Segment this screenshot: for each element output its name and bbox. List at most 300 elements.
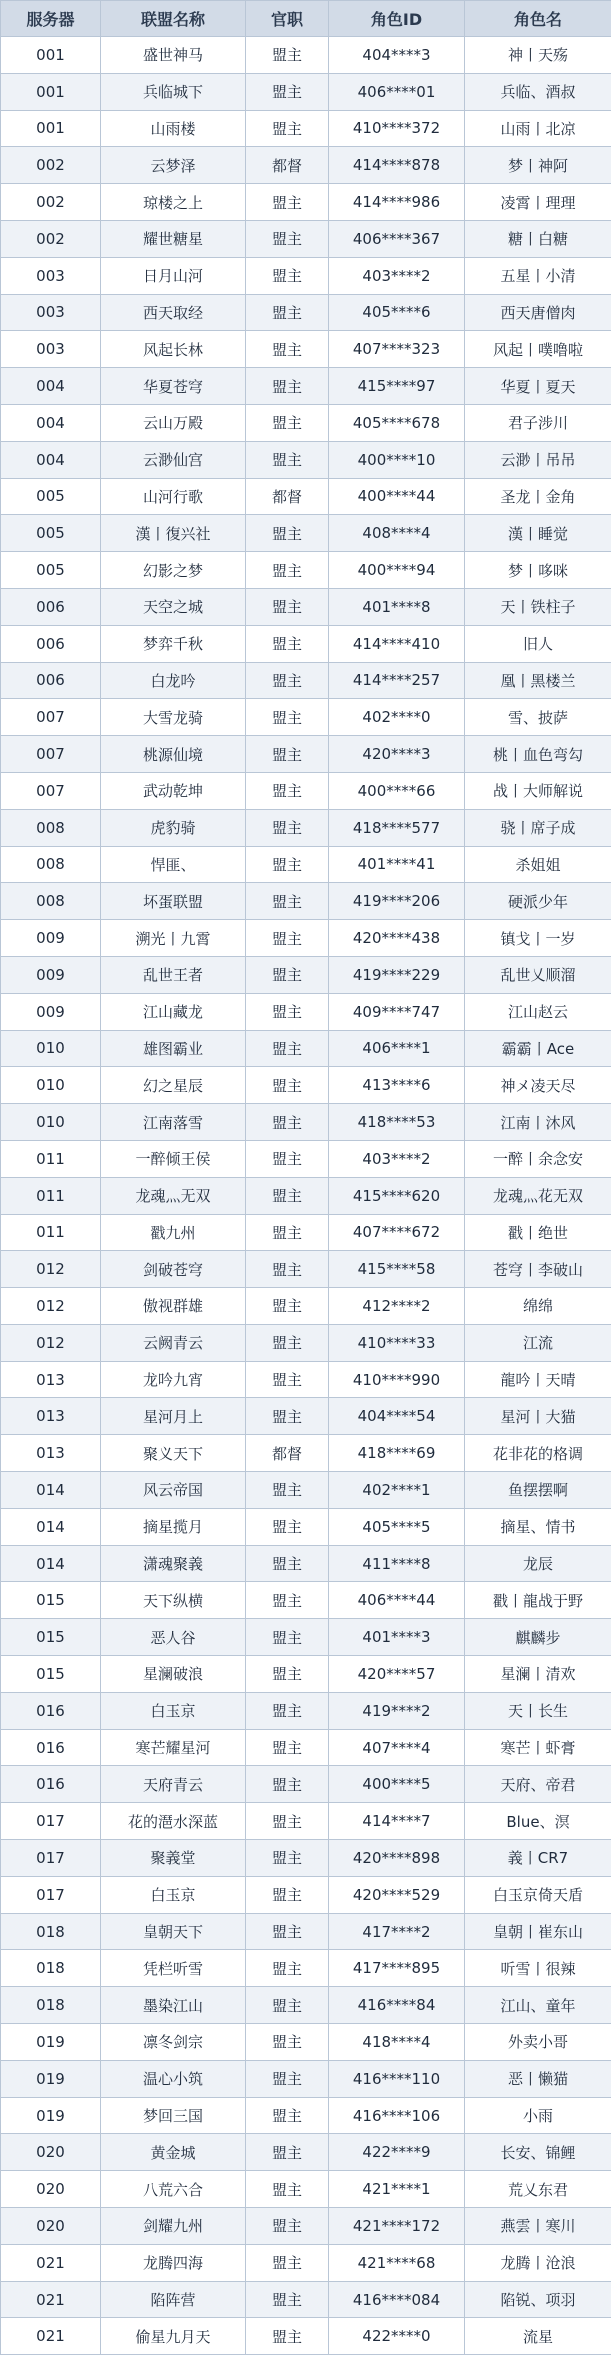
cell-role-id: 406****01 [329, 73, 465, 110]
cell-alliance-name: 白玉京 [101, 1692, 246, 1729]
cell-server: 019 [1, 2060, 101, 2097]
cell-rank: 盟主 [246, 1030, 329, 1067]
cell-role-id: 401****3 [329, 1619, 465, 1656]
cell-role-id: 402****1 [329, 1472, 465, 1509]
table-row [1, 331, 611, 368]
cell-rank: 盟主 [246, 368, 329, 405]
cell-server: 004 [1, 404, 101, 441]
cell-server: 012 [1, 1251, 101, 1288]
cell-alliance-name: 幻影之梦 [101, 552, 246, 589]
table-row [1, 404, 611, 441]
table-row [1, 220, 611, 257]
table-row [1, 294, 611, 331]
table-row [1, 1766, 611, 1803]
cell-role-name: 山雨丨北凉 [465, 110, 611, 147]
cell-rank: 盟主 [246, 1214, 329, 1251]
cell-role-id: 414****986 [329, 184, 465, 221]
cell-rank: 盟主 [246, 404, 329, 441]
cell-server: 004 [1, 368, 101, 405]
table-row [1, 441, 611, 478]
cell-role-name: 天丨铁柱子 [465, 588, 611, 625]
header-role-name: 角色名 [465, 1, 611, 37]
table-row [1, 809, 611, 846]
cell-server: 013 [1, 1435, 101, 1472]
cell-alliance-name: 恶人谷 [101, 1619, 246, 1656]
table-row [1, 1987, 611, 2024]
cell-alliance-name: 一醉倾王侯 [101, 1140, 246, 1177]
cell-role-name: 江山赵云 [465, 993, 611, 1030]
table-row [1, 2244, 611, 2281]
cell-rank: 盟主 [246, 2097, 329, 2134]
cell-role-id: 401****41 [329, 846, 465, 883]
cell-rank: 盟主 [246, 2171, 329, 2208]
cell-server: 015 [1, 1619, 101, 1656]
cell-rank: 盟主 [246, 257, 329, 294]
cell-role-id: 420****898 [329, 1840, 465, 1877]
cell-role-id: 415****97 [329, 368, 465, 405]
cell-rank: 盟主 [246, 736, 329, 773]
table-row [1, 2134, 611, 2171]
cell-rank: 盟主 [246, 1876, 329, 1913]
cell-server: 016 [1, 1729, 101, 1766]
cell-role-name: 华夏丨夏天 [465, 368, 611, 405]
cell-server: 019 [1, 2097, 101, 2134]
table-row [1, 1656, 611, 1693]
cell-alliance-name: 梦弈千秋 [101, 625, 246, 662]
table-row [1, 588, 611, 625]
cell-server: 011 [1, 1177, 101, 1214]
cell-server: 013 [1, 1398, 101, 1435]
table-row [1, 37, 611, 74]
cell-server: 008 [1, 883, 101, 920]
table-row [1, 1177, 611, 1214]
cell-role-id: 418****4 [329, 2024, 465, 2061]
cell-alliance-name: 乱世王者 [101, 956, 246, 993]
cell-rank: 盟主 [246, 2134, 329, 2171]
cell-rank: 盟主 [246, 1619, 329, 1656]
cell-alliance-name: 白玉京 [101, 1876, 246, 1913]
cell-role-name: 鱼摆摆啊 [465, 1472, 611, 1509]
cell-role-id: 404****3 [329, 37, 465, 74]
cell-server: 009 [1, 993, 101, 1030]
cell-rank: 盟主 [246, 772, 329, 809]
table-row [1, 1398, 611, 1435]
cell-alliance-name: 华夏苍穹 [101, 368, 246, 405]
cell-role-id: 406****367 [329, 220, 465, 257]
cell-rank: 盟主 [246, 1472, 329, 1509]
cell-rank: 盟主 [246, 2208, 329, 2245]
cell-alliance-name: 风起长林 [101, 331, 246, 368]
cell-server: 021 [1, 2318, 101, 2355]
cell-alliance-name: 傲视群雄 [101, 1288, 246, 1325]
table-row [1, 368, 611, 405]
cell-role-id: 418****69 [329, 1435, 465, 1472]
table-row [1, 2318, 611, 2355]
cell-rank: 盟主 [246, 441, 329, 478]
cell-alliance-name: 大雪龙骑 [101, 699, 246, 736]
cell-server: 018 [1, 1987, 101, 2024]
cell-role-id: 408****4 [329, 515, 465, 552]
cell-role-name: 云渺丨吊吊 [465, 441, 611, 478]
table-row [1, 1435, 611, 1472]
cell-alliance-name: 天府青云 [101, 1766, 246, 1803]
cell-rank: 盟主 [246, 1840, 329, 1877]
cell-server: 010 [1, 1104, 101, 1141]
cell-role-id: 414****410 [329, 625, 465, 662]
cell-role-id: 402****0 [329, 699, 465, 736]
cell-server: 013 [1, 1361, 101, 1398]
cell-role-name: 骁丨席子成 [465, 809, 611, 846]
cell-server: 002 [1, 147, 101, 184]
table-row [1, 73, 611, 110]
cell-role-name: 神メ凌天尽 [465, 1067, 611, 1104]
cell-alliance-name: 天空之城 [101, 588, 246, 625]
cell-server: 006 [1, 625, 101, 662]
table-row [1, 257, 611, 294]
cell-server: 020 [1, 2171, 101, 2208]
cell-alliance-name: 虎豹骑 [101, 809, 246, 846]
cell-role-name: 天府、帝君 [465, 1766, 611, 1803]
cell-role-id: 403****2 [329, 257, 465, 294]
cell-role-id: 400****44 [329, 478, 465, 515]
cell-role-name: 西天唐僧肉 [465, 294, 611, 331]
cell-rank: 盟主 [246, 515, 329, 552]
table-row [1, 110, 611, 147]
cell-alliance-name: 漢丨復兴社 [101, 515, 246, 552]
cell-rank: 盟主 [246, 1251, 329, 1288]
cell-alliance-name: 梦回三国 [101, 2097, 246, 2134]
cell-role-id: 405****6 [329, 294, 465, 331]
cell-rank: 盟主 [246, 2318, 329, 2355]
cell-role-name: 杀姐姐 [465, 846, 611, 883]
cell-server: 017 [1, 1803, 101, 1840]
cell-rank: 盟主 [246, 846, 329, 883]
cell-role-name: 乱世乂顺溜 [465, 956, 611, 993]
table-row [1, 515, 611, 552]
cell-role-id: 422****0 [329, 2318, 465, 2355]
cell-alliance-name: 兵临城下 [101, 73, 246, 110]
table-row [1, 1508, 611, 1545]
cell-alliance-name: 山河行歌 [101, 478, 246, 515]
cell-role-id: 403****2 [329, 1140, 465, 1177]
cell-role-id: 406****1 [329, 1030, 465, 1067]
cell-role-name: 五星丨小清 [465, 257, 611, 294]
cell-server: 012 [1, 1288, 101, 1325]
cell-alliance-name: 皇朝天下 [101, 1913, 246, 1950]
cell-role-name: 桃丨血色弯勾 [465, 736, 611, 773]
cell-role-name: 绵绵 [465, 1288, 611, 1325]
cell-server: 002 [1, 220, 101, 257]
cell-role-name: 镇戈丨一岁 [465, 920, 611, 957]
cell-alliance-name: 溯光丨九霄 [101, 920, 246, 957]
table-row [1, 147, 611, 184]
table-row [1, 184, 611, 221]
cell-role-name: 摘星、情书 [465, 1508, 611, 1545]
cell-role-name: 兵临、酒叔 [465, 73, 611, 110]
cell-role-name: 听雪丨很辣 [465, 1950, 611, 1987]
table-row [1, 846, 611, 883]
cell-role-id: 406****44 [329, 1582, 465, 1619]
cell-rank: 盟主 [246, 1324, 329, 1361]
cell-rank: 盟主 [246, 2060, 329, 2097]
cell-rank: 盟主 [246, 37, 329, 74]
cell-role-name: 糖丨白糖 [465, 220, 611, 257]
cell-alliance-name: 白龙吟 [101, 662, 246, 699]
cell-server: 016 [1, 1692, 101, 1729]
cell-role-name: 義丨CR7 [465, 1840, 611, 1877]
cell-role-name: 白玉京倚天盾 [465, 1876, 611, 1913]
cell-role-id: 422****9 [329, 2134, 465, 2171]
table-row [1, 1950, 611, 1987]
cell-rank: 盟主 [246, 883, 329, 920]
cell-role-id: 410****33 [329, 1324, 465, 1361]
table-row [1, 552, 611, 589]
cell-role-id: 404****54 [329, 1398, 465, 1435]
cell-role-name: 燕雲丨寒川 [465, 2208, 611, 2245]
cell-role-id: 420****529 [329, 1876, 465, 1913]
cell-role-name: 梦丨神阿 [465, 147, 611, 184]
cell-role-id: 405****5 [329, 1508, 465, 1545]
cell-alliance-name: 悍匪、 [101, 846, 246, 883]
cell-server: 021 [1, 2281, 101, 2318]
cell-role-name: 寒芒丨虾膏 [465, 1729, 611, 1766]
cell-alliance-name: 八荒六合 [101, 2171, 246, 2208]
cell-alliance-name: 江山藏龙 [101, 993, 246, 1030]
header-server: 服务器 [1, 1, 101, 37]
cell-role-id: 419****2 [329, 1692, 465, 1729]
table-row [1, 1214, 611, 1251]
cell-rank: 盟主 [246, 956, 329, 993]
cell-alliance-name: 龙吟九宵 [101, 1361, 246, 1398]
cell-role-id: 413****6 [329, 1067, 465, 1104]
table-row [1, 1803, 611, 1840]
cell-server: 020 [1, 2134, 101, 2171]
cell-rank: 盟主 [246, 220, 329, 257]
cell-role-name: 梦丨哆咪 [465, 552, 611, 589]
cell-rank: 盟主 [246, 1545, 329, 1582]
cell-role-id: 405****678 [329, 404, 465, 441]
cell-rank: 盟主 [246, 1067, 329, 1104]
cell-alliance-name: 雄图霸业 [101, 1030, 246, 1067]
header-alliance-name: 联盟名称 [101, 1, 246, 37]
cell-rank: 盟主 [246, 1288, 329, 1325]
cell-rank: 盟主 [246, 2281, 329, 2318]
cell-role-id: 414****878 [329, 147, 465, 184]
cell-role-id: 407****672 [329, 1214, 465, 1251]
cell-alliance-name: 盛世神马 [101, 37, 246, 74]
table-body [1, 37, 611, 2355]
cell-role-id: 418****53 [329, 1104, 465, 1141]
cell-rank: 都督 [246, 147, 329, 184]
table-header [1, 1, 611, 37]
cell-server: 005 [1, 478, 101, 515]
table-row [1, 1692, 611, 1729]
cell-role-name: 龙腾丨沧浪 [465, 2244, 611, 2281]
cell-server: 007 [1, 772, 101, 809]
cell-server: 015 [1, 1656, 101, 1693]
table-row [1, 1104, 611, 1141]
cell-rank: 盟主 [246, 1803, 329, 1840]
cell-role-name: 长安、锦鲤 [465, 2134, 611, 2171]
cell-role-id: 421****172 [329, 2208, 465, 2245]
cell-role-name: 花非花的格调 [465, 1435, 611, 1472]
cell-role-name: 星澜丨清欢 [465, 1656, 611, 1693]
cell-server: 014 [1, 1472, 101, 1509]
cell-rank: 盟主 [246, 294, 329, 331]
cell-alliance-name: 戳九州 [101, 1214, 246, 1251]
cell-server: 021 [1, 2244, 101, 2281]
cell-server: 003 [1, 294, 101, 331]
cell-alliance-name: 风云帝国 [101, 1472, 246, 1509]
cell-role-name: 一醉丨余念安 [465, 1140, 611, 1177]
table-row [1, 1472, 611, 1509]
cell-role-id: 421****1 [329, 2171, 465, 2208]
cell-role-id: 407****4 [329, 1729, 465, 1766]
cell-alliance-name: 墨染江山 [101, 1987, 246, 2024]
cell-rank: 盟主 [246, 809, 329, 846]
cell-role-name: 凌霄丨理理 [465, 184, 611, 221]
cell-server: 011 [1, 1214, 101, 1251]
table-row [1, 920, 611, 957]
cell-role-name: 旧人 [465, 625, 611, 662]
table-row [1, 1030, 611, 1067]
table-row [1, 1324, 611, 1361]
cell-role-name: 漢丨睡觉 [465, 515, 611, 552]
table-row [1, 1582, 611, 1619]
cell-rank: 盟主 [246, 920, 329, 957]
table-row [1, 699, 611, 736]
cell-role-id: 418****577 [329, 809, 465, 846]
cell-role-id: 420****3 [329, 736, 465, 773]
cell-role-id: 419****206 [329, 883, 465, 920]
cell-alliance-name: 聚义天下 [101, 1435, 246, 1472]
cell-alliance-name: 剑破苍穹 [101, 1251, 246, 1288]
cell-alliance-name: 云渺仙宫 [101, 441, 246, 478]
cell-role-id: 415****620 [329, 1177, 465, 1214]
table-row [1, 1545, 611, 1582]
cell-server: 007 [1, 699, 101, 736]
cell-rank: 盟主 [246, 1398, 329, 1435]
cell-rank: 盟主 [246, 1508, 329, 1545]
cell-rank: 盟主 [246, 2244, 329, 2281]
cell-role-id: 416****106 [329, 2097, 465, 2134]
cell-role-name: 小雨 [465, 2097, 611, 2134]
cell-server: 014 [1, 1545, 101, 1582]
cell-role-name: 恶丨懒猫 [465, 2060, 611, 2097]
cell-rank: 盟主 [246, 2024, 329, 2061]
table-row [1, 1619, 611, 1656]
cell-role-id: 411****8 [329, 1545, 465, 1582]
cell-role-id: 416****84 [329, 1987, 465, 2024]
cell-role-name: 江山、童年 [465, 1987, 611, 2024]
cell-server: 014 [1, 1508, 101, 1545]
cell-server: 016 [1, 1766, 101, 1803]
cell-rank: 盟主 [246, 1766, 329, 1803]
cell-role-id: 410****372 [329, 110, 465, 147]
cell-role-name: 雪、披萨 [465, 699, 611, 736]
cell-alliance-name: 凛冬剑宗 [101, 2024, 246, 2061]
cell-server: 008 [1, 846, 101, 883]
cell-role-name: 星河丨大猫 [465, 1398, 611, 1435]
table-row [1, 478, 611, 515]
cell-rank: 盟主 [246, 331, 329, 368]
cell-role-id: 407****323 [329, 331, 465, 368]
cell-rank: 盟主 [246, 552, 329, 589]
cell-alliance-name: 潇魂聚義 [101, 1545, 246, 1582]
cell-rank: 盟主 [246, 184, 329, 221]
cell-role-id: 415****58 [329, 1251, 465, 1288]
cell-server: 003 [1, 257, 101, 294]
cell-role-id: 400****10 [329, 441, 465, 478]
cell-rank: 都督 [246, 1435, 329, 1472]
cell-role-name: 戳丨龍战于野 [465, 1582, 611, 1619]
cell-alliance-name: 摘星揽月 [101, 1508, 246, 1545]
cell-role-id: 414****7 [329, 1803, 465, 1840]
cell-server: 005 [1, 515, 101, 552]
table-row [1, 1840, 611, 1877]
cell-role-name: 龙魂灬花无双 [465, 1177, 611, 1214]
cell-alliance-name: 桃源仙境 [101, 736, 246, 773]
table-row [1, 625, 611, 662]
cell-server: 003 [1, 331, 101, 368]
table-row [1, 1729, 611, 1766]
cell-role-name: 龙辰 [465, 1545, 611, 1582]
cell-server: 008 [1, 809, 101, 846]
cell-role-name: 战丨大师解说 [465, 772, 611, 809]
cell-server: 007 [1, 736, 101, 773]
cell-alliance-name: 幻之星辰 [101, 1067, 246, 1104]
cell-alliance-name: 陷阵营 [101, 2281, 246, 2318]
cell-server: 001 [1, 110, 101, 147]
cell-rank: 盟主 [246, 1140, 329, 1177]
cell-server: 017 [1, 1840, 101, 1877]
cell-role-name: 流星 [465, 2318, 611, 2355]
cell-role-id: 417****895 [329, 1950, 465, 1987]
cell-role-id: 414****257 [329, 662, 465, 699]
table-row [1, 736, 611, 773]
table-row [1, 1876, 611, 1913]
cell-rank: 盟主 [246, 1104, 329, 1141]
cell-server: 011 [1, 1140, 101, 1177]
table-row [1, 1913, 611, 1950]
cell-server: 001 [1, 37, 101, 74]
cell-role-name: 神丨天殇 [465, 37, 611, 74]
cell-role-name: 苍穹丨李破山 [465, 1251, 611, 1288]
cell-role-id: 416****084 [329, 2281, 465, 2318]
cell-alliance-name: 凭栏听雪 [101, 1950, 246, 1987]
cell-role-name: 皇朝丨崔东山 [465, 1913, 611, 1950]
cell-role-name: 江南丨沐风 [465, 1104, 611, 1141]
cell-server: 002 [1, 184, 101, 221]
cell-role-name: 麒麟步 [465, 1619, 611, 1656]
cell-role-name: 硬派少年 [465, 883, 611, 920]
header-rank: 官职 [246, 1, 329, 37]
cell-alliance-name: 星河月上 [101, 1398, 246, 1435]
cell-alliance-name: 偷星九月天 [101, 2318, 246, 2355]
cell-server: 015 [1, 1582, 101, 1619]
cell-alliance-name: 龙腾四海 [101, 2244, 246, 2281]
cell-server: 017 [1, 1876, 101, 1913]
cell-alliance-name: 寒芒耀星河 [101, 1729, 246, 1766]
table-row [1, 2060, 611, 2097]
cell-rank: 盟主 [246, 1950, 329, 1987]
cell-alliance-name: 山雨楼 [101, 110, 246, 147]
cell-role-id: 409****747 [329, 993, 465, 1030]
cell-alliance-name: 西天取经 [101, 294, 246, 331]
cell-alliance-name: 琼楼之上 [101, 184, 246, 221]
cell-server: 004 [1, 441, 101, 478]
cell-role-id: 421****68 [329, 2244, 465, 2281]
